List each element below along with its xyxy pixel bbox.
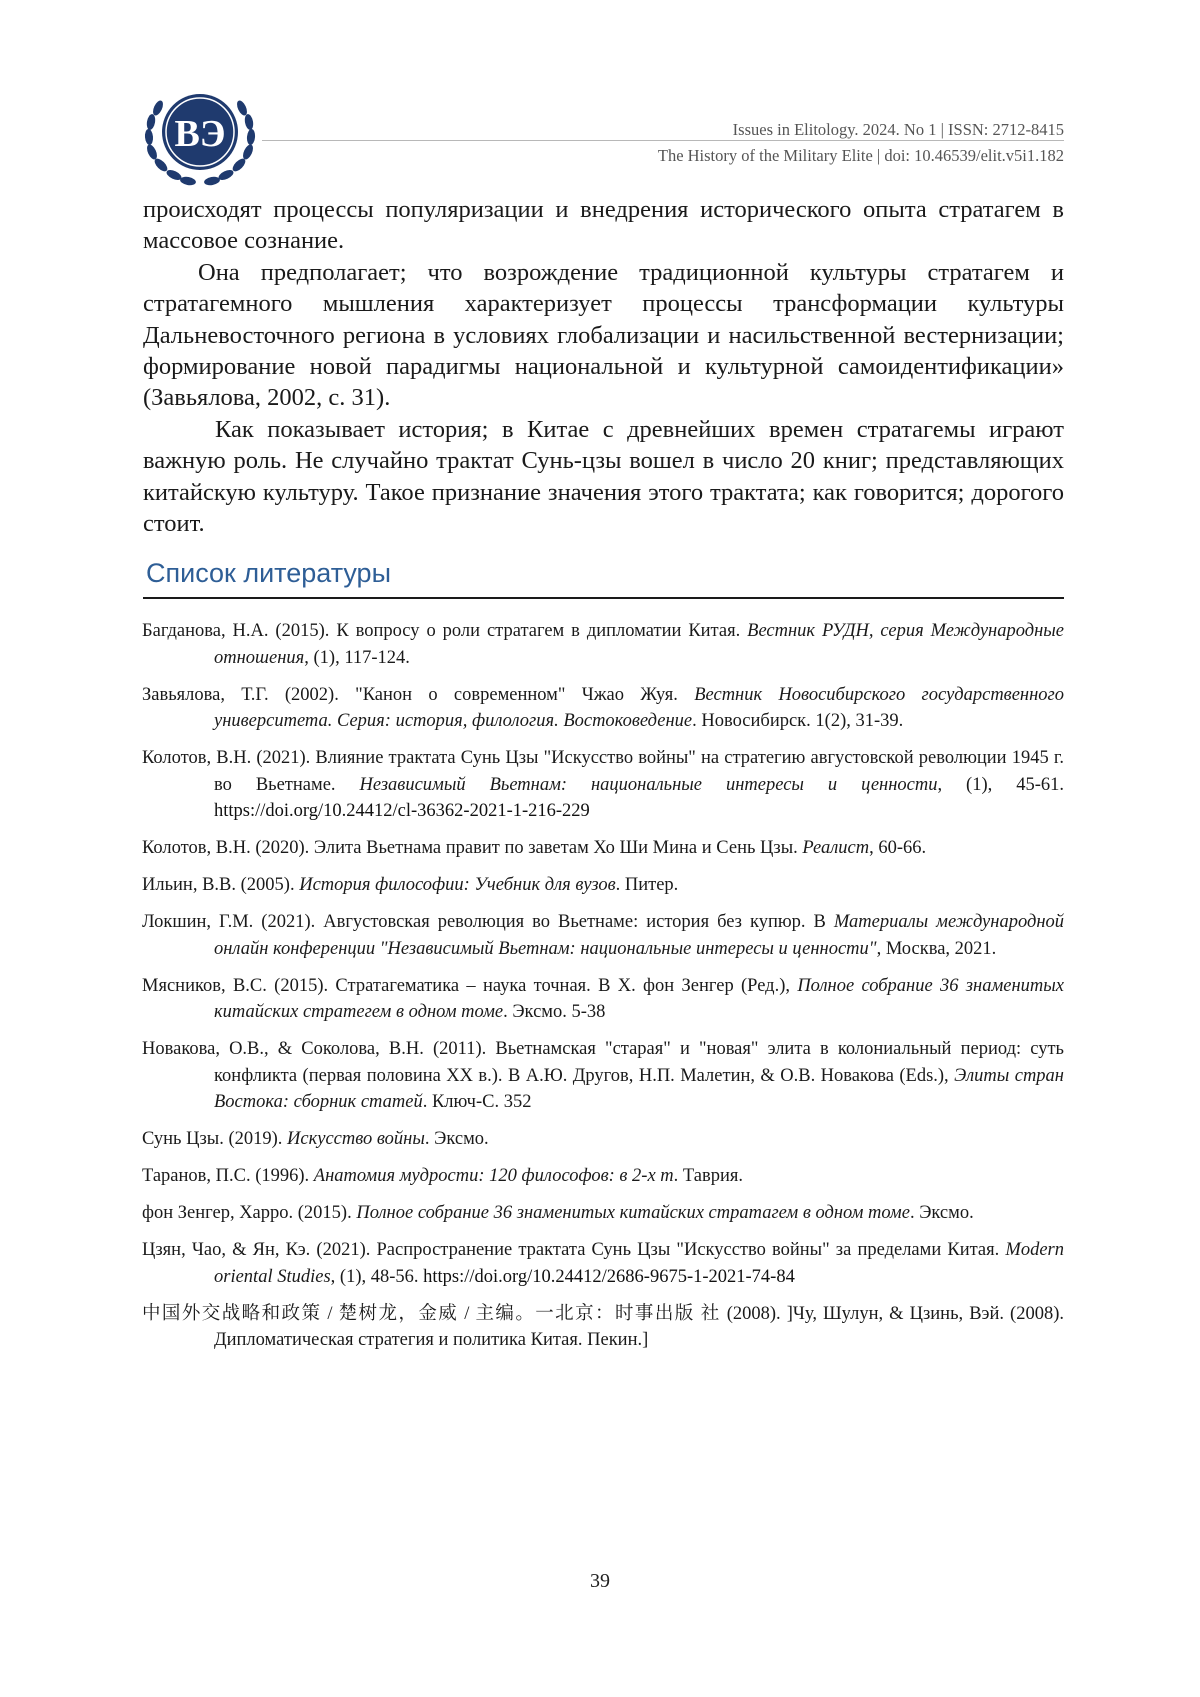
paragraph-3: Как показывает история; в Китае с древнейших времен стратагемы играют важную роль. Не случайно трактат Сунь-цзы вошел в число 20 книг; представляющих китайскую культуру. Такое признание значения этого трактата; как говорится; дорогого стоит. — [143, 415, 1064, 538]
reference-item: Багданова, Н.А. (2015). К вопросу о роли стратагем в дипломатии Китая. Вестник РУДН, серия Международные отношения, (1), 117-124. — [142, 621, 1064, 668]
paragraph-2: Она предполагает; что возрождение традиционной культуры стратагем и стратагемного мышления характеризует процессы трансформации культуры Дальневосточного региона в условиях глобализации и насильственной вестернизации; формирование новой парадигмы национальной и культурной самоидентификации» (Завьялова, 2002, с. 31). — [143, 258, 1064, 412]
journal-logo — [140, 78, 260, 190]
reference-item: Таранов, П.С. (1996). Анатомия мудрости: 120 философов: в 2-х т. Таврия. — [142, 1166, 743, 1186]
journal-doi-line: The History of the Military Elite | doi: 10.46539/elit.v5i1.182 — [657, 146, 1064, 165]
doi-link[interactable]: https://doi.org/10.24412/2686-9675-1-2021-74-84 — [423, 1266, 795, 1287]
reference-item: Сунь Цзы. (2019). Искусство войны. Эксмо. — [142, 1129, 489, 1149]
reference-item: Мясников, В.С. (2015). Стратагематика – наука точная. В Х. фон Зенгер (Ред.), Полное собрание 36 знаменитых китайских стратегем в одном томе. Эксмо. 5-38 — [142, 975, 1064, 1022]
reference-list — [142, 618, 1064, 1364]
reference-item: 中国外交战略和政策 / 楚树龙，金威 / 主编。一北京：时事出版 社 (2008). ]Чу, Шулун, & Цзинь, Вэй. (2008). Дипломатическая стратегия и политика Китая. Пекин.] — [142, 1303, 1064, 1350]
page-number: 39 — [590, 1570, 610, 1592]
doi-link[interactable]: https://doi.org/10.24412/cl-36362-2021-1-216-229 — [214, 801, 590, 821]
running-header — [658, 117, 1064, 169]
logo-letters: ВЭ — [174, 113, 226, 155]
paragraph-1: происходят процессы популяризации и внедрения исторического опыта стратагем в массовое сознание. — [143, 196, 1064, 255]
reference-item: Завьялова, Т.Г. (2002). "Канон о современном" Чжао Жуя. Вестник Новосибирского государственного университета. Серия: история, филология. Востоковедение. Новосибирск. 1(2), 31-39. — [142, 684, 1064, 731]
references-divider — [143, 597, 1064, 599]
references-heading: Список литературы — [146, 558, 391, 588]
body-text — [143, 194, 1064, 539]
reference-item: Цзян, Чао, & Ян, Кэ. (2021). Распространение трактата Сунь Цзы "Искусство войны" за пределами Китая. Modern oriental Studies, (1), 48-56. https://doi.org/10.24412/2686-9675-1-2021-74-84 — [142, 1240, 1064, 1287]
reference-item: Ильин, В.В. (2005). История философии: Учебник для вузов. Питер. — [142, 875, 679, 895]
reference-item: Колотов, В.Н. (2020). Элита Вьетнама правит по заветам Хо Ши Мина и Сень Цзы. Реалист, 60-66. — [142, 838, 927, 858]
reference-item: Колотов, В.Н. (2021). Влияние трактата Сунь Цзы "Искусство войны" на стратегию августовской революции 1945 г. во Вьетнаме. Независимый Вьетнам: национальные интересы и ценности, (1), 45-61. https://doi.org/10.24412/cl-36362-2021-1-216-229 — [142, 748, 1064, 821]
journal-issue-line: Issues in Elitology. 2024. No 1 | ISSN: 2712-8415 — [732, 120, 1064, 139]
reference-item: Новакова, О.В., & Соколова, В.Н. (2011). Вьетнамская "старая" и "новая" элита в колониальный период: суть конфликта (первая половина XX в.). В А.Ю. Другов, Н.П. Малетин, & О.В. Новакова (Eds.), Элиты стран Востока: сборник статей. Ключ-С. 352 — [142, 1039, 1064, 1112]
reference-item: Локшин, Г.М. (2021). Августовская революция во Вьетнаме: история без купюр. В Материалы международной онлайн конференции "Независимый Вьетнам: национальные интересы и ценности", Москва, 2021. — [142, 912, 1064, 959]
reference-item: фон Зенгер, Харро. (2015). Полное собрание 36 знаменитых китайских стратагем в одном томе. Эксмо. — [142, 1203, 974, 1223]
